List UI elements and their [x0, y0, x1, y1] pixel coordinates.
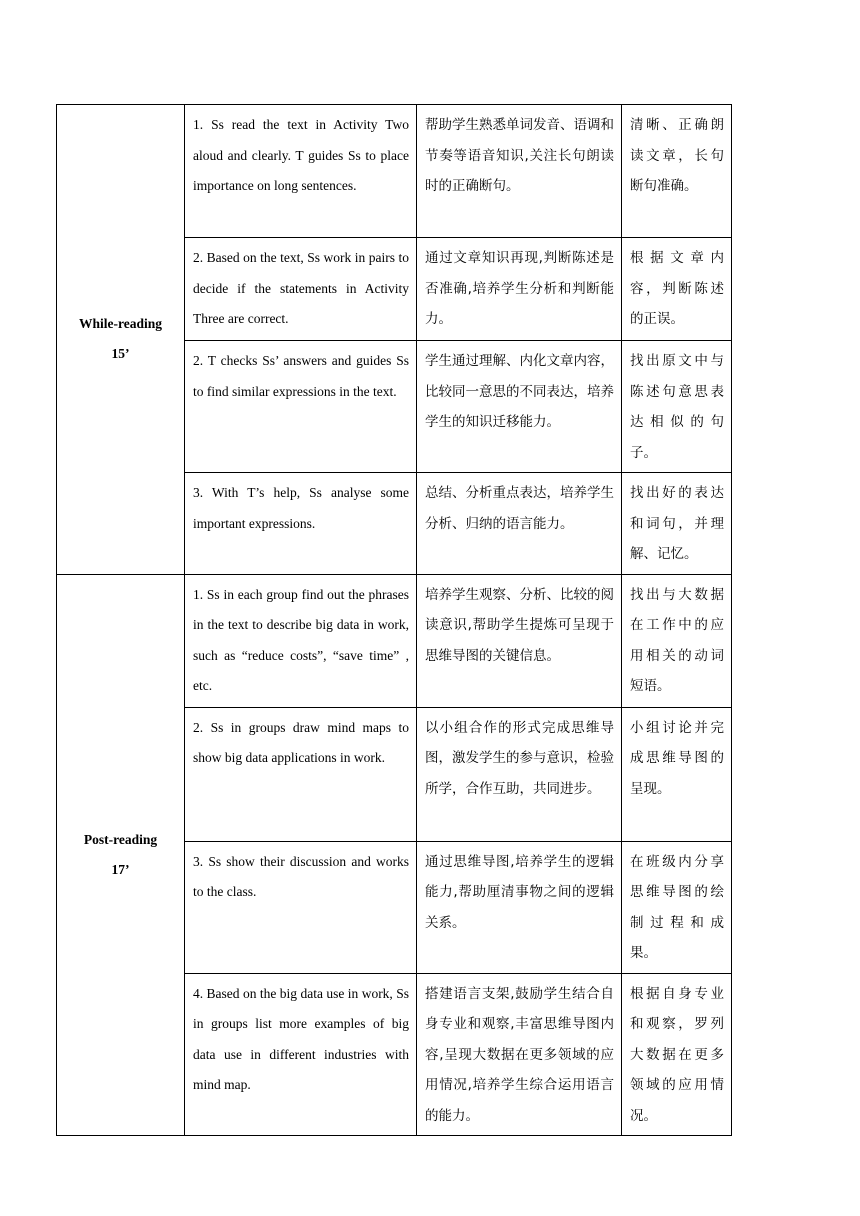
activity-cell: 1. Ss read the text in Activity Two aloud and clearly. T guides Ss to place importance on long sentences.	[185, 105, 417, 238]
activity-cell: 3. With T’s help, Ss analyse some important expressions.	[185, 473, 417, 575]
purpose-cell: 通过思维导图,培养学生的逻辑能力,帮助厘清事物之间的逻辑关系。	[417, 841, 622, 973]
purpose-cell: 学生通过理解、内化文章内容，比较同一意思的不同表达，培养学生的知识迁移能力。	[417, 341, 622, 473]
activity-cell: 3. Ss show their discussion and works to the class.	[185, 841, 417, 973]
assessment-cell: 清晰、正确朗读文章，长句断句准确。	[622, 105, 732, 238]
purpose-cell: 培养学生观察、分析、比较的阅读意识,帮助学生提炼可呈现于思维导图的关键信息。	[417, 574, 622, 707]
assessment-cell: 根据自身专业和观察，罗列大数据在更多领域的应用情况。	[622, 973, 732, 1136]
purpose-cell: 帮助学生熟悉单词发音、语调和节奏等语音知识,关注长句朗读时的正确断句。	[417, 105, 622, 238]
assessment-cell: 找出好的表达和词句，并理解、记忆。	[622, 473, 732, 575]
assessment-cell: 找出原文中与陈述句意思表达相似的句子。	[622, 341, 732, 473]
stage-time: 15’	[111, 346, 130, 362]
stage-name: Post-reading	[83, 831, 158, 847]
stage-cell-post-reading	[57, 574, 185, 1136]
assessment-cell: 在班级内分享思维导图的绘制过程和成果。	[622, 841, 732, 973]
stage-time: 17’	[111, 861, 130, 877]
purpose-cell: 以小组合作的形式完成思维导图，激发学生的参与意识，检验所学，合作互助，共同进步。	[417, 707, 622, 841]
activity-cell: 2. Ss in groups draw mind maps to show big data applications in work.	[185, 707, 417, 841]
activity-cell: 2. T checks Ss’ answers and guides Ss to find similar expressions in the text.	[185, 341, 417, 473]
activity-cell: 1. Ss in each group find out the phrases in the text to describe big data in work, such as “reduce costs”, “save time” , etc.	[185, 574, 417, 707]
table-row	[57, 105, 732, 238]
stage-name: While-reading	[78, 316, 162, 332]
lesson-plan-table	[56, 104, 732, 1136]
purpose-cell: 搭建语言支架,鼓励学生结合自身专业和观察,丰富思维导图内容,呈现大数据在更多领域的应用情况,培养学生综合运用语言的能力。	[417, 973, 622, 1136]
activity-cell: 4. Based on the big data use in work, Ss in groups list more examples of big data use in different industries with mind map.	[185, 973, 417, 1136]
assessment-cell: 根据文章内容，判断陈述的正误。	[622, 238, 732, 341]
purpose-cell: 通过文章知识再现,判断陈述是否准确,培养学生分析和判断能力。	[417, 238, 622, 341]
activity-cell: 2. Based on the text, Ss work in pairs to decide if the statements in Activity Three are correct.	[185, 238, 417, 341]
purpose-cell: 总结、分析重点表达，培养学生分析、归纳的语言能力。	[417, 473, 622, 575]
table-row	[57, 574, 732, 707]
assessment-cell: 小组讨论并完成思维导图的呈现。	[622, 707, 732, 841]
assessment-cell: 找出与大数据在工作中的应用相关的动词短语。	[622, 574, 732, 707]
stage-cell-while-reading	[57, 105, 185, 575]
